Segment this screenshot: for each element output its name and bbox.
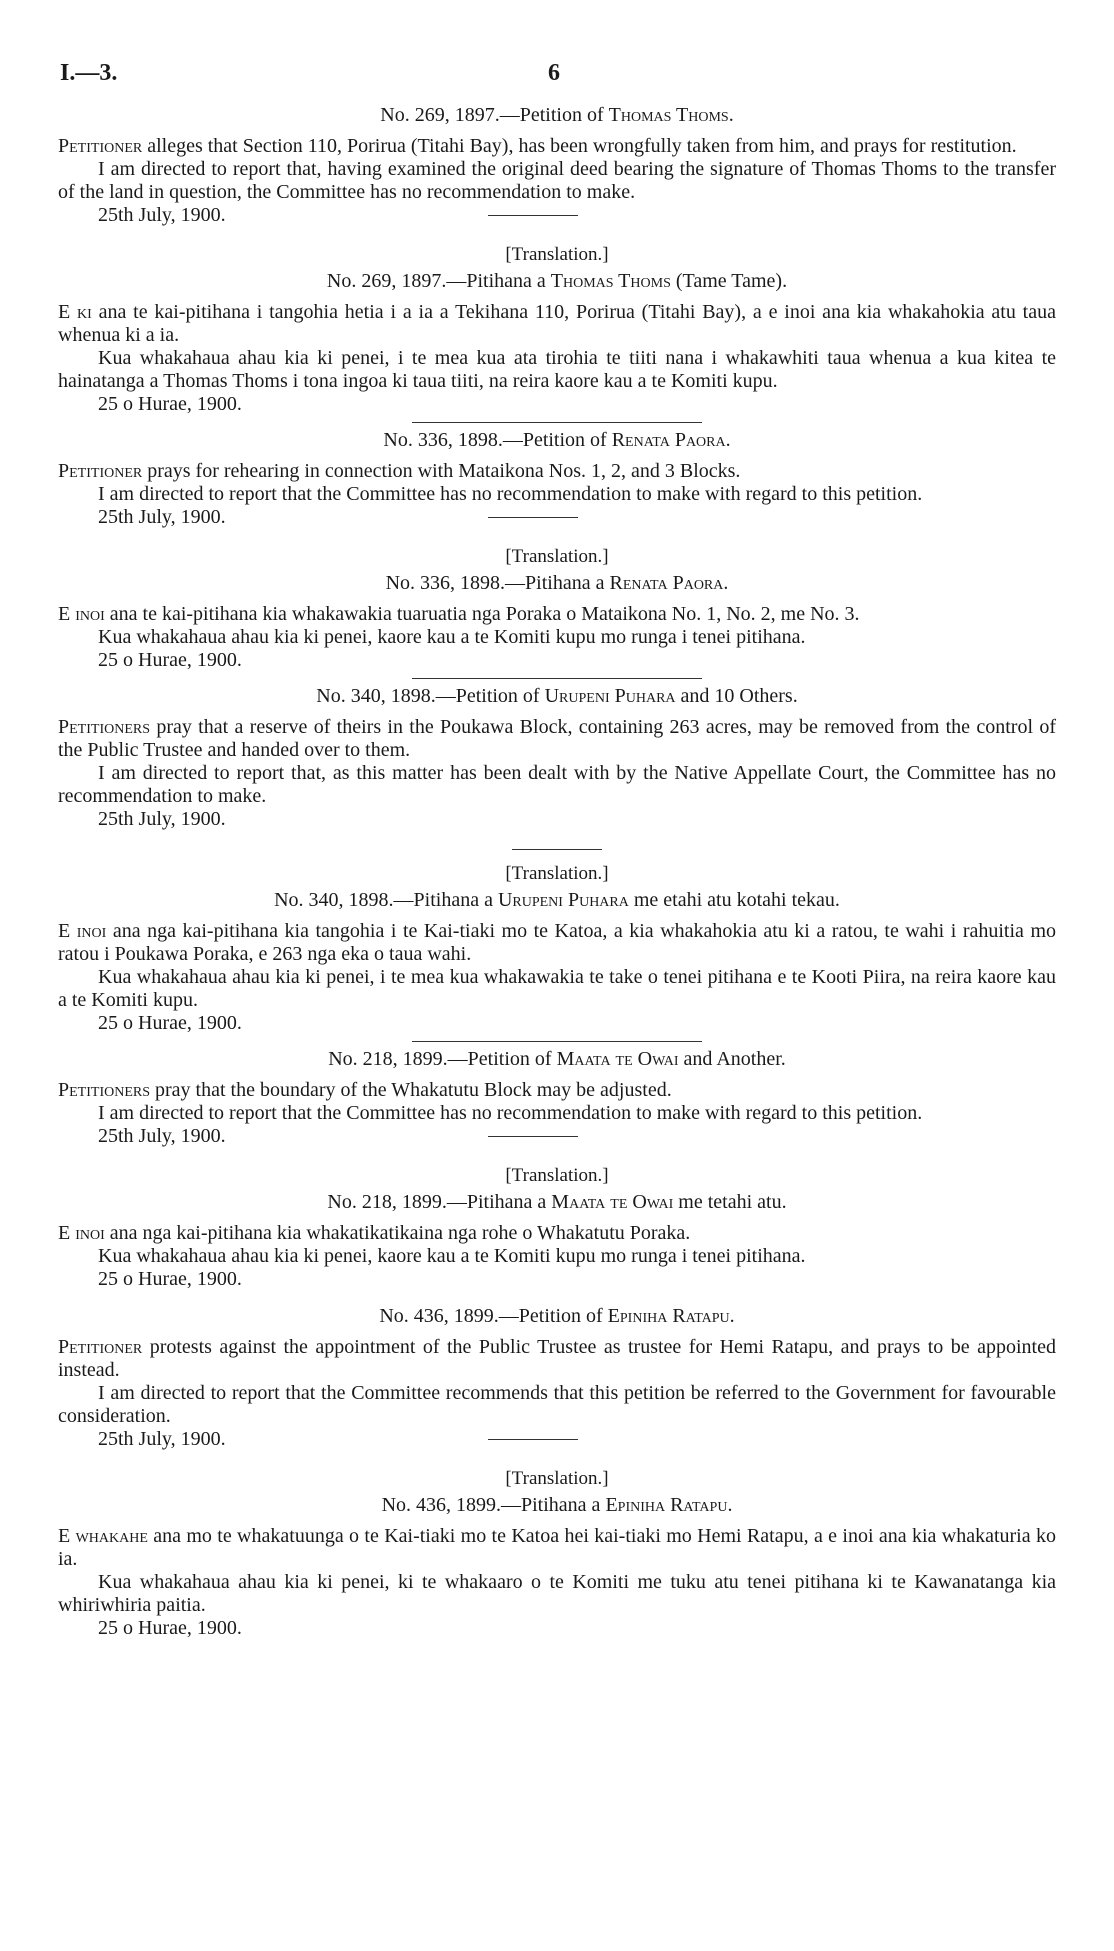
entry-heading: No. 436, 1899.—Pitihana a Epiniha Ratapu.: [381, 1494, 733, 1516]
entry-heading: No. 340, 1898.—Pitihana a Urupeni Puhara me etahi atu kotahi tekau.: [274, 889, 840, 911]
petitioner-name: Epiniha Ratapu: [605, 1494, 728, 1516]
petitioner-name: Urupeni Puhara: [544, 685, 676, 707]
translation-label: [Translation.]: [505, 546, 609, 567]
petition-summary: E whakahe ana mo te whakatuunga o te Kai-tiaki mo te Katoa hei kai-tiaki mo Hemi Ratapu, a e inoi ana kia whakaturia ko ia.: [58, 1525, 1056, 1570]
translation-entry: [58, 243, 1056, 423]
translation-label: [Translation.]: [505, 1165, 609, 1186]
petitioner-name: Maata te Owai: [551, 1191, 674, 1213]
committee-report: Kua whakahaua ahau kia ki penei, i te mea kua whakawakia te take o tenei pitihana e te Kooti Piira, na reira kaore kau a te Komiti kupu.: [58, 966, 1056, 1011]
report-date: 25th July, 1900.: [58, 506, 1056, 529]
entry-heading: No. 436, 1899.—Petition of Epiniha Ratapu.: [379, 1305, 735, 1327]
petition-entry: [58, 685, 1056, 850]
entry-heading: No. 336, 1898.—Pitihana a Renata Paora.: [385, 572, 729, 594]
report-date: 25 o Hurae, 1900.: [98, 1617, 242, 1639]
petition-summary: Petitioner protests against the appointment of the Public Trustee as trustee for Hemi Ratapu, and prays to be appointed instead.: [58, 1336, 1056, 1381]
separator-rule: [488, 1439, 578, 1440]
committee-report: I am directed to report that, as this matter has been dealt with by the Native Appellate Court, the Committee has no recommendation to make.: [58, 762, 1056, 807]
petitioner-name: Urupeni Puhara: [497, 889, 629, 911]
petition-entry: [58, 1305, 1056, 1451]
committee-report: I am directed to report that the Committee recommends that this petition be referred to the Government for favourable consideration.: [58, 1382, 1056, 1427]
translation-label: [Translation.]: [505, 244, 609, 265]
petition-summary: Petitioners pray that the boundary of the Whakatutu Block may be adjusted.: [58, 1079, 672, 1101]
petition-entry: [58, 104, 1056, 227]
report-date: 25th July, 1900.: [98, 808, 226, 830]
report-date: 25 o Hurae, 1900.: [98, 1268, 242, 1290]
entry-heading: No. 218, 1899.—Petition of Maata te Owai and Another.: [328, 1048, 786, 1070]
petition-summary: Petitioners pray that a reserve of theirs in the Poukawa Block, containing 263 acres, may be removed from the control of the Public Trustee and handed over to them.: [58, 716, 1056, 761]
separator-rule: [412, 1041, 702, 1042]
separator-rule: [488, 1136, 578, 1137]
separator-rule: [512, 849, 602, 850]
petition-summary: E inoi ana nga kai-pitihana kia tangohia i te Kai-tiaki mo te Katoa, a kia whakahokia atu ki a ratou, te wahi i rahuitia mo ratou i Poukawa Poraka, e 263 nga eka o taua wahi.: [58, 920, 1056, 965]
petitioner-name: Epiniha Ratapu: [607, 1305, 730, 1327]
committee-report: Kua whakahaua ahau kia ki penei, ki te whakaaro o te Komiti me tuku atu tenei pitihana ki te Kawanatanga kia whiriwhiria paitia.: [58, 1571, 1056, 1616]
petition-entry: [58, 429, 1056, 529]
petitioner-name: Maata te Owai: [556, 1048, 679, 1070]
report-date: 25th July, 1900.: [58, 204, 1056, 227]
entry-heading: No. 340, 1898.—Petition of Urupeni Puhara and 10 Others.: [316, 685, 798, 707]
report-date: 25 o Hurae, 1900.: [98, 649, 242, 671]
entry-heading: No. 269, 1897.—Pitihana a Thomas Thoms (Tame Tame).: [326, 270, 788, 292]
translation-entry: [58, 545, 1056, 679]
translation-entry: [58, 1164, 1056, 1291]
petition-summary: Petitioner prays for rehearing in connection with Mataikona Nos. 1, 2, and 3 Blocks.: [58, 460, 741, 482]
separator-rule: [412, 422, 702, 423]
paper-reference: I.—3.: [60, 60, 118, 86]
report-date: 25 o Hurae, 1900.: [98, 1012, 242, 1034]
page-header: [58, 58, 1056, 98]
report-date: 25th July, 1900.: [58, 1125, 1056, 1148]
entry-heading: No. 218, 1899.—Pitihana a Maata te Owai me tetahi atu.: [327, 1191, 787, 1213]
translation-label: [Translation.]: [505, 1468, 609, 1489]
petition-summary: E ki ana te kai-pitihana i tangohia hetia i a ia a Tekihana 110, Porirua (Titahi Bay), a e inoi ana kia whakahokia atu taua whenua ki a ia.: [58, 301, 1056, 346]
petitioner-name: Renata Paora: [611, 429, 726, 451]
page-number: 6: [548, 60, 560, 86]
separator-rule: [412, 678, 702, 679]
translation-entry: [58, 1467, 1056, 1640]
petition-summary: E inoi ana te kai-pitihana kia whakawakia tuaruatia nga Poraka o Mataikona No. 1, No. 2, me No. 3.: [58, 603, 860, 625]
entry-heading: No. 336, 1898.—Petition of Renata Paora.: [383, 429, 731, 451]
petitioner-name: Thomas Thoms: [550, 270, 671, 292]
entry-heading: No. 269, 1897.—Petition of Thomas Thoms.: [380, 104, 734, 126]
petition-summary: E inoi ana nga kai-pitihana kia whakatikatikaina nga rohe o Whakatutu Poraka.: [58, 1222, 691, 1244]
petitioner-name: Renata Paora: [609, 572, 724, 594]
report-date: 25th July, 1900.: [58, 1428, 1056, 1451]
committee-report: Kua whakahaua ahau kia ki penei, kaore kau a te Komiti kupu mo runga i tenei pitihana.: [98, 626, 806, 648]
report-date: 25 o Hurae, 1900.: [98, 393, 242, 415]
translation-entry: [58, 862, 1056, 1042]
petition-summary: Petitioner alleges that Section 110, Porirua (Titahi Bay), has been wrongfully taken from him, and prays for restitution.: [58, 135, 1017, 157]
separator-rule: [488, 215, 578, 216]
committee-report: I am directed to report that the Committee has no recommendation to make with regard to this petition.: [98, 483, 923, 505]
committee-report: I am directed to report that, having examined the original deed bearing the signature of Thomas Thoms to the transfer of the land in question, the Committee has no recommendation to make.: [58, 158, 1056, 203]
committee-report: Kua whakahaua ahau kia ki penei, i te mea kua ata tirohia te tiiti nana i whakawhiti taua whenua a kua kitea te hainatanga a Thomas Thoms i tona ingoa ki taua tiiti, na reira kaore kau a te Komiti kupu.: [58, 347, 1056, 392]
separator-rule: [488, 517, 578, 518]
petition-entry: [58, 1048, 1056, 1148]
committee-report: I am directed to report that the Committee has no recommendation to make with regard to this petition.: [98, 1102, 923, 1124]
petitioner-name: Thomas Thoms: [608, 104, 729, 126]
committee-report: Kua whakahaua ahau kia ki penei, kaore kau a te Komiti kupu mo runga i tenei pitihana.: [98, 1245, 806, 1267]
translation-label: [Translation.]: [505, 863, 609, 884]
